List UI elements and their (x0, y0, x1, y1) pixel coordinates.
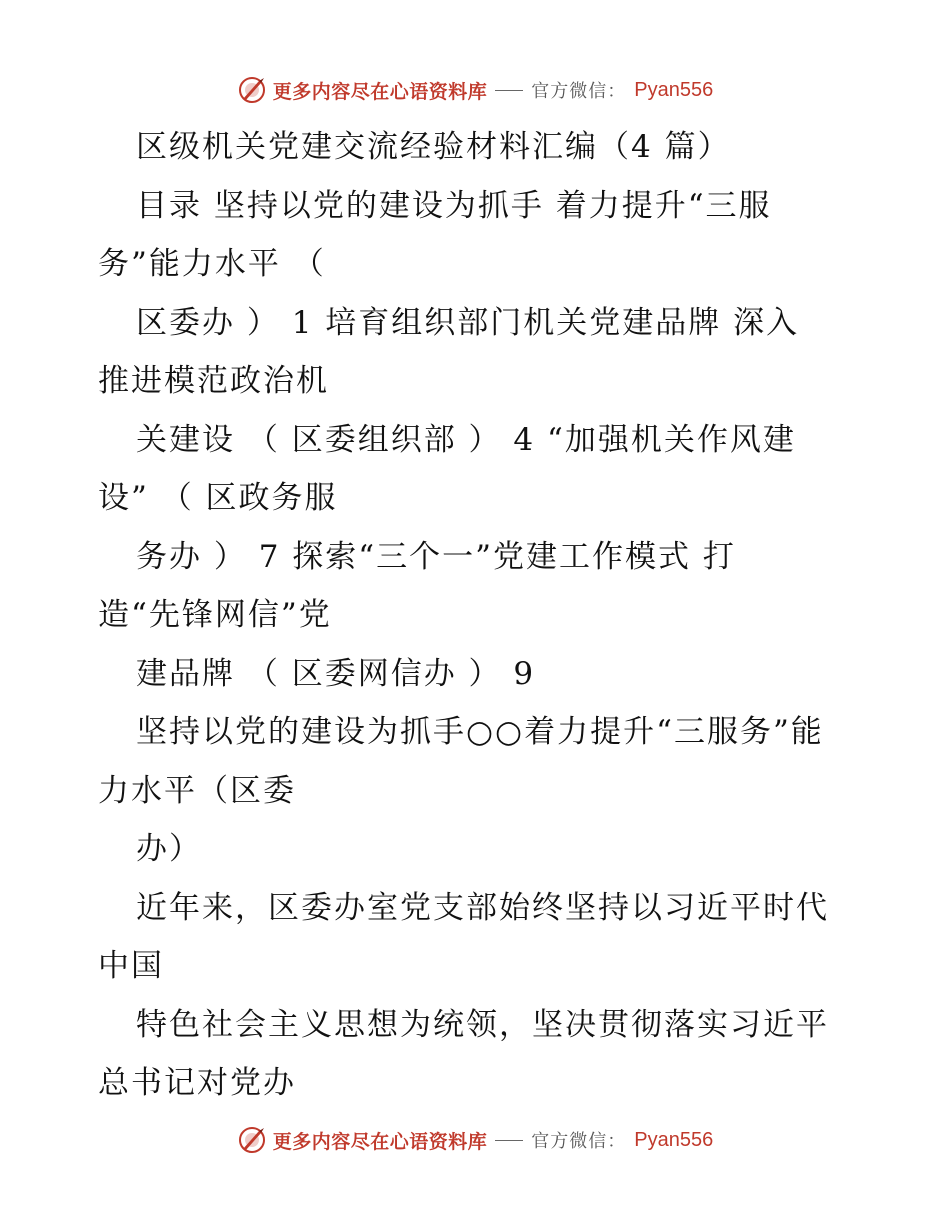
page-footer (0, 1120, 950, 1160)
brand-dash (495, 90, 523, 91)
document-title: 区级机关党建交流经验材料汇编（4 篇） (136, 129, 731, 165)
toc-line-2: 务”能力水平 （ (98, 246, 326, 282)
toc-line-8: 造“先锋网信”党 (98, 597, 332, 633)
brand-text: 更多内容尽在心语资料库 (272, 80, 488, 103)
paragraph-line-3: 特色社会主义思想为统领，坚决贯彻落实习近平 (136, 1006, 829, 1043)
toc-line-4: 推进模范政治机 (98, 363, 329, 399)
toc-line-1: 目录 坚持以党的建设为抓手 着力提升“三服 (136, 187, 772, 224)
brand-dash (495, 1140, 523, 1141)
section-heading-line-1: 坚持以党的建设为抓手○○着力提升“三服务”能 (136, 714, 824, 750)
official-label: 官方微信： (531, 81, 627, 102)
paragraph-line-1: 近年来，区委办室党支部始终坚持以习近平时代 (136, 889, 829, 926)
toc-line-7: 务办 ） 7 探索“三个一”党建工作模式 打 (136, 538, 736, 575)
page-header (0, 70, 950, 110)
toc-line-6: 设” （ 区政务服 (98, 480, 338, 516)
official-label: 官方微信： (531, 1131, 627, 1152)
wechat-id: Pyan556 (634, 1128, 714, 1151)
wechat-id: Pyan556 (634, 78, 714, 101)
watermark-brand-footer (237, 1125, 713, 1155)
document-body (98, 118, 858, 1113)
toc-line-3: 区委办 ） 1 培育组织部门机关党建品牌 深入 (136, 304, 800, 341)
section-heading-line-3: 办） (136, 831, 202, 867)
feather-pen-logo-icon (237, 1125, 267, 1155)
toc-line-5: 关建设 （ 区委组织部 ） 4 “加强机关作风建 (136, 421, 796, 458)
paragraph-line-4: 总书记对党办 (98, 1065, 296, 1101)
brand-text: 更多内容尽在心语资料库 (272, 1130, 488, 1153)
toc-line-9: 建品牌 （ 区委网信办 ） 9 (136, 655, 536, 692)
section-heading-line-2: 力水平（区委 (98, 772, 296, 809)
feather-pen-logo-icon (237, 75, 267, 105)
watermark-brand (237, 75, 713, 105)
paragraph-line-2: 中国 (98, 948, 164, 984)
